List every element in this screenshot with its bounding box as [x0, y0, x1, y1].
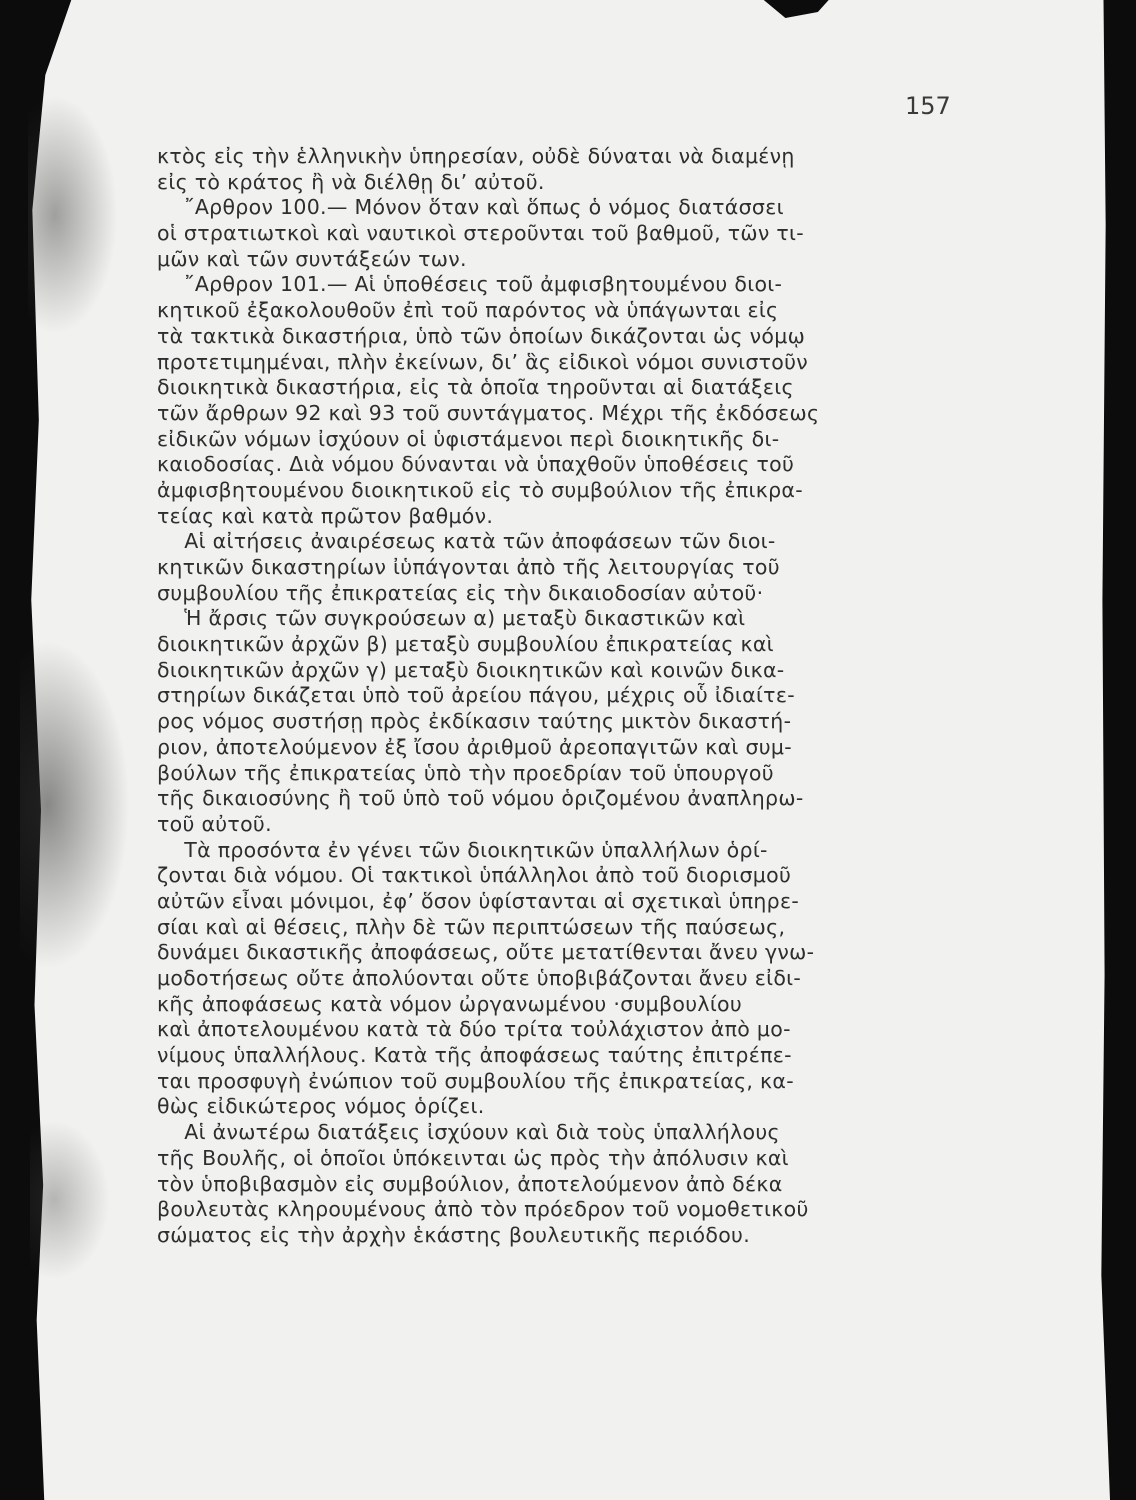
text-line: προτετιμημέναι, πλὴν ἐκείνων, δι’ ἃς εἰδικοὶ νόμοι συνιστοῦν — [157, 349, 809, 374]
text-line: καιοδοσίας. Διὰ νόμου δύνανται νὰ ὑπαχθοῦν ὑποθέσεις τοῦ — [157, 452, 795, 477]
text-line: ρος νόμος συστήσῃ πρὸς ἐκδίκασιν ταύτης μικτὸν δικαστή- — [157, 709, 792, 734]
text-line: στηρίων δικάζεται ὑπὸ τοῦ ἀρείου πάγου, μέχρις οὗ ἰδιαίτε- — [157, 683, 795, 708]
text-line: ἀμφισβητουμένου διοικητικοῦ εἰς τὸ συμβούλιον τῆς ἐπικρα- — [157, 477, 803, 502]
text-line: αὐτῶν εἶναι μόνιμοι, ἐφ’ ὅσον ὑφίστανται αἱ σχετικαὶ ὑπηρε- — [157, 888, 800, 913]
text-line: τὸν ὑποβιβασμὸν εἰς συμβούλιον, ἀποτελούμενον ἀπὸ δέκα — [157, 1171, 783, 1196]
text-line: ῎Αρθρον 101.— Αἱ ὑποθέσεις τοῦ ἀμφισβητουμένου διοι- — [157, 272, 783, 297]
edge-stain — [20, 640, 130, 970]
text-line: δυνάμει δικαστικῆς ἀποφάσεως, οὔτε μετατίθενται ἄνευ γνω- — [157, 940, 815, 965]
text-line: διοικητικῶν ἀρχῶν β) μεταξὺ συμβουλίου ἐπικρατείας καὶ — [157, 632, 774, 657]
text-line: τῆς Βουλῆς, οἱ ὁποῖοι ὑπόκεινται ὡς πρὸς τὴν ἀπόλυσιν καὶ — [157, 1145, 789, 1170]
edge-stain — [28, 95, 118, 335]
page-number: 157 — [905, 92, 951, 120]
text-line: βουλευτὰς κληρουμένους ἀπὸ τὸν πρόεδρον τοῦ νομοθετικοῦ — [157, 1197, 809, 1222]
text-line: καὶ ἀποτελουμένου κατὰ τὰ δύο τρίτα τοὐλάχιστον ἀπὸ μο- — [157, 1017, 791, 1042]
text-line: Τὰ προσόντα ἐν γένει τῶν διοικητικῶν ὑπαλλήλων ὁρί- — [157, 837, 768, 862]
text-line: εἰς τὸ κράτος ἢ νὰ διέλθῃ δι’ αὐτοῦ. — [157, 169, 545, 194]
text-line: τῆς δικαιοσύνης ἢ τοῦ ὑπὸ τοῦ νόμου ὁριζομένου ἀναπληρω- — [157, 786, 804, 811]
text-line: εἰδικῶν νόμων ἰσχύουν οἱ ὑφιστάμενοι περὶ διοικητικῆς δι- — [157, 426, 780, 451]
edge-stain — [30, 1120, 110, 1280]
text-line: τῶν ἄρθρων 92 καὶ 93 τοῦ συντάγματος. Μέχρι τῆς ἐκδόσεως — [157, 400, 820, 425]
text-line: νίμους ὑπαλλήλους. Κατὰ τῆς ἀποφάσεως ταύτης ἐπιτρέπε- — [157, 1043, 792, 1068]
text-line: σώματος εἰς τὴν ἀρχὴν ἑκάστης βουλευτικῆς περιόδου. — [157, 1222, 751, 1247]
text-line: Αἱ ἀνωτέρω διατάξεις ἰσχύουν καὶ διὰ τοὺς ὑπαλλήλους — [157, 1120, 780, 1145]
text-line: ῎Αρθρον 100.— Μόνον ὅταν καὶ ὅπως ὁ νόμος διατάσσει — [157, 195, 784, 220]
text-line: κητικοῦ ἐξακολουθοῦν ἐπὶ τοῦ παρόντος νὰ ὑπάγωνται εἰς — [157, 298, 779, 323]
text-line: ται προσφυγὴ ἐνώπιον τοῦ συμβουλίου τῆς ἐπικρατείας, κα- — [157, 1068, 794, 1093]
text-line: τοῦ αὐτοῦ. — [157, 811, 272, 836]
text-line: θὼς εἰδικώτερος νόμος ὁρίζει. — [157, 1094, 485, 1119]
text-line: τὰ τακτικὰ δικαστήρια, ὑπὸ τῶν ὁποίων δικάζονται ὡς νόμῳ — [157, 323, 806, 348]
text-line: σίαι καὶ αἱ θέσεις, πλὴν δὲ τῶν περιπτώσεων τῆς παύσεως, — [157, 914, 786, 939]
text-line: βούλων τῆς ἐπικρατείας ὑπὸ τὴν προεδρίαν τοῦ ὑπουργοῦ — [157, 760, 774, 785]
text-line: κητικῶν δικαστηρίων ἰὑπάγονται ἀπὸ τῆς λειτουργίας τοῦ — [157, 555, 780, 579]
text-line: ριον, ἀποτελούμενον ἐξ ἴσου ἀριθμοῦ ἀρεοπαγιτῶν καὶ συμ- — [157, 734, 792, 759]
text-line: Ἡ ἄρσις τῶν συγκρούσεων α) μεταξὺ δικαστικῶν καὶ — [157, 606, 746, 631]
text-line: ζονται διὰ νόμου. Οἱ τακτικοὶ ὑπάλληλοι ἀπὸ τοῦ διορισμοῦ — [157, 863, 792, 888]
text-line: κῆς ἀποφάσεως κατὰ νόμον ὠργανωμένου ·συμβουλίου — [157, 991, 743, 1016]
text-line: μῶν καὶ τῶν συντάξεών των. — [157, 246, 467, 271]
text-line: τείας καὶ κατὰ πρῶτον βαθμόν. — [157, 503, 494, 528]
text-line: κτὸς εἰς τὴν ἑλληνικὴν ὑπηρεσίαν, οὐδὲ δύναται νὰ διαμένῃ — [157, 144, 795, 168]
text-line: οἱ στρατιωτκοὶ καὶ ναυτικοὶ στεροῦνται τοῦ βαθμοῦ, τῶν τι- — [157, 221, 804, 246]
body-text — [157, 144, 967, 1249]
text-line: Αἱ αἰτήσεις ἀναιρέσεως κατὰ τῶν ἀποφάσεων τῶν διοι- — [157, 529, 776, 554]
text-line: συμβουλίου τῆς ἐπικρατείας εἰς τὴν δικαιοδοσίαν αὐτοῦ· — [157, 580, 764, 605]
text-line: διοικητικῶν ἀρχῶν γ) μεταξὺ διοικητικῶν καὶ κοινῶν δικα- — [157, 657, 785, 682]
text-line: μοδοτήσεως οὔτε ἀπολύονται οὔτε ὑποβιβάζονται ἄνευ εἰδι- — [157, 966, 802, 990]
text-line: διοικητικὰ δικαστήρια, εἰς τὰ ὁποῖα τηροῦνται αἱ διατάξεις — [157, 375, 794, 400]
